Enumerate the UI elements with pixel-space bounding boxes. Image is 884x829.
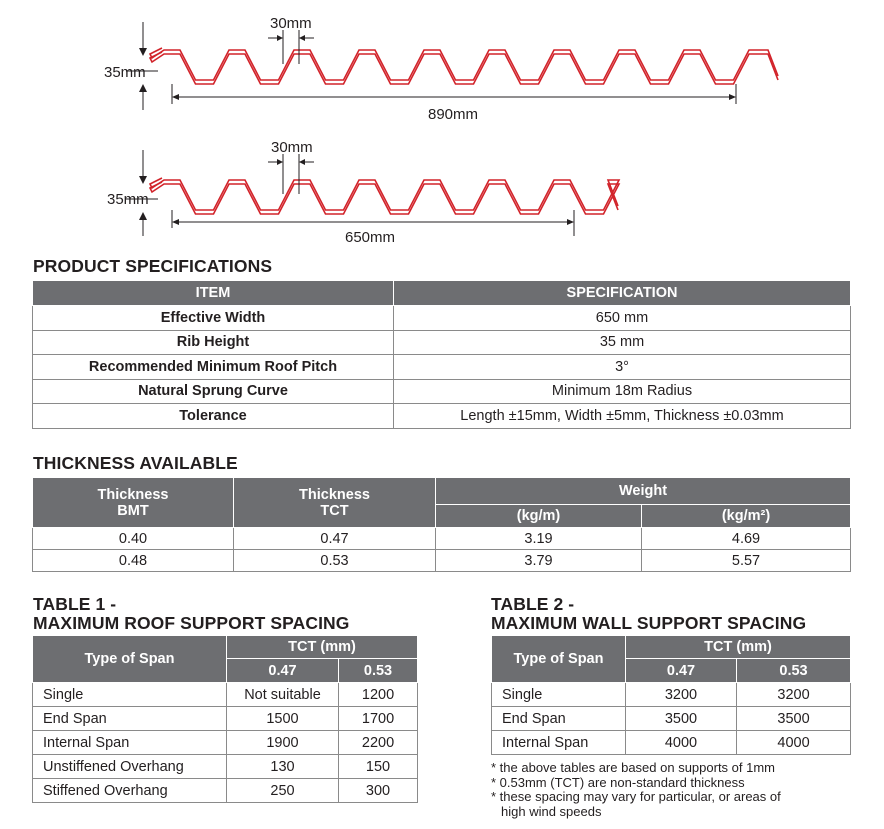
header-item: ITEM [33, 281, 394, 306]
width-dimension [172, 84, 736, 104]
profile-edge [150, 48, 778, 80]
footnote: high wind speeds [501, 803, 602, 819]
rib-height-label: 35mm [104, 64, 146, 81]
table-row [33, 330, 851, 355]
table1-title-line1: TABLE 1 - [33, 594, 117, 614]
header-tct-line2: TCT [320, 502, 349, 519]
corrugated-profile-650 [150, 178, 619, 214]
header-bmt-line1: Thickness [97, 486, 169, 503]
footnote: * these spacing may vary for particular, or areas of [491, 789, 781, 804]
table1-title-line2: MAXIMUM ROOF SUPPORT SPACING [33, 613, 350, 633]
header-tct-line1: Thickness [299, 486, 370, 503]
table-cell: Stiffened Overhang [33, 779, 227, 803]
product-specifications-title: PRODUCT SPECIFICATIONS [33, 256, 273, 276]
table-row [33, 731, 418, 755]
table-cell: Natural Sprung Curve [33, 379, 394, 404]
table-cell: 3500 [737, 707, 851, 731]
table-cell: Tolerance [33, 404, 394, 429]
table-row [33, 404, 851, 429]
table2-title [491, 595, 806, 633]
table2-title-line2: MAXIMUM WALL SUPPORT SPACING [491, 613, 807, 633]
roof-support-table [32, 635, 418, 803]
header-weight: Weight [436, 478, 851, 505]
table-row [33, 683, 418, 707]
crest-label: 30mm [271, 139, 313, 156]
table-cell: Unstiffened Overhang [33, 755, 227, 779]
table-row [492, 683, 851, 707]
table-row [33, 355, 851, 380]
header-tct-mm: TCT (mm) [626, 636, 851, 659]
header-053: 0.53 [339, 659, 418, 683]
header-type-of-span: Type of Span [33, 636, 227, 683]
table-cell: 3500 [626, 707, 737, 731]
table-cell: 4.69 [642, 528, 851, 550]
table-row [492, 707, 851, 731]
table-cell: Internal Span [33, 731, 227, 755]
header-tct-mm: TCT (mm) [227, 636, 418, 659]
header-thickness-tct [234, 478, 436, 528]
table-cell: 0.48 [33, 550, 234, 572]
table-cell: 650 mm [394, 306, 851, 331]
header-047: 0.47 [227, 659, 339, 683]
profile-diagram-650 [0, 124, 884, 254]
table-row [33, 707, 418, 731]
table-row [33, 306, 851, 331]
table-cell: 1700 [339, 707, 418, 731]
table-cell: 1900 [227, 731, 339, 755]
thickness-available-title: THICKNESS AVAILABLE [33, 453, 238, 473]
footnote: * 0.53mm (TCT) are non-standard thickness [491, 774, 745, 790]
table-cell: 250 [227, 779, 339, 803]
thickness-table [32, 477, 851, 572]
table-cell: End Span [492, 707, 626, 731]
table-cell: Length ±15mm, Width ±5mm, Thickness ±0.03mm [394, 404, 851, 429]
table-row [33, 379, 851, 404]
table-cell: 3.19 [436, 528, 642, 550]
table-cell: 3200 [626, 683, 737, 707]
table-cell: 4000 [737, 731, 851, 755]
table-cell: 300 [339, 779, 418, 803]
table-cell: 3° [394, 355, 851, 380]
product-specifications-table [32, 280, 851, 429]
width-label: 890mm [428, 106, 479, 123]
header-thickness-bmt [33, 478, 234, 528]
table-row [33, 550, 851, 572]
table-cell: Rib Height [33, 330, 394, 355]
table-cell: 0.40 [33, 528, 234, 550]
table-row [33, 528, 851, 550]
crest-dimension [268, 154, 314, 194]
table2-title-line1: TABLE 2 - [491, 594, 575, 614]
header-kgm2: (kg/m²) [642, 505, 851, 528]
table-cell: 4000 [626, 731, 737, 755]
table-row [33, 755, 418, 779]
header-053: 0.53 [737, 659, 851, 683]
table-cell: 5.57 [642, 550, 851, 572]
table-cell: 35 mm [394, 330, 851, 355]
table-cell: Minimum 18m Radius [394, 379, 851, 404]
table-cell: Single [492, 683, 626, 707]
table-cell: Internal Span [492, 731, 626, 755]
table-cell: 2200 [339, 731, 418, 755]
table-cell: 130 [227, 755, 339, 779]
table-cell: 0.47 [234, 528, 436, 550]
table-cell: 1200 [339, 683, 418, 707]
header-047: 0.47 [626, 659, 737, 683]
profile-diagram-890 [0, 0, 884, 130]
table-cell: Single [33, 683, 227, 707]
table-cell: Recommended Minimum Roof Pitch [33, 355, 394, 380]
wall-support-table [491, 635, 851, 755]
table-cell: 3200 [737, 683, 851, 707]
table-cell: Effective Width [33, 306, 394, 331]
header-kgm: (kg/m) [436, 505, 642, 528]
table-cell: Not suitable [227, 683, 339, 707]
footnotes [491, 761, 781, 819]
table-cell: 0.53 [234, 550, 436, 572]
crest-label: 30mm [270, 15, 312, 32]
rib-height-label: 35mm [107, 191, 149, 208]
table1-title [33, 595, 350, 633]
table-cell: 1500 [227, 707, 339, 731]
header-bmt-line2: BMT [117, 502, 149, 519]
table-row [33, 779, 418, 803]
header-specification: SPECIFICATION [394, 281, 851, 306]
width-label: 650mm [345, 229, 396, 246]
table-cell: End Span [33, 707, 227, 731]
table-cell: 150 [339, 755, 418, 779]
header-type-of-span: Type of Span [492, 636, 626, 683]
corrugated-profile-890 [150, 48, 778, 84]
table-row [492, 731, 851, 755]
footnote: * the above tables are based on supports of 1mm [491, 760, 776, 775]
table-cell: 3.79 [436, 550, 642, 572]
